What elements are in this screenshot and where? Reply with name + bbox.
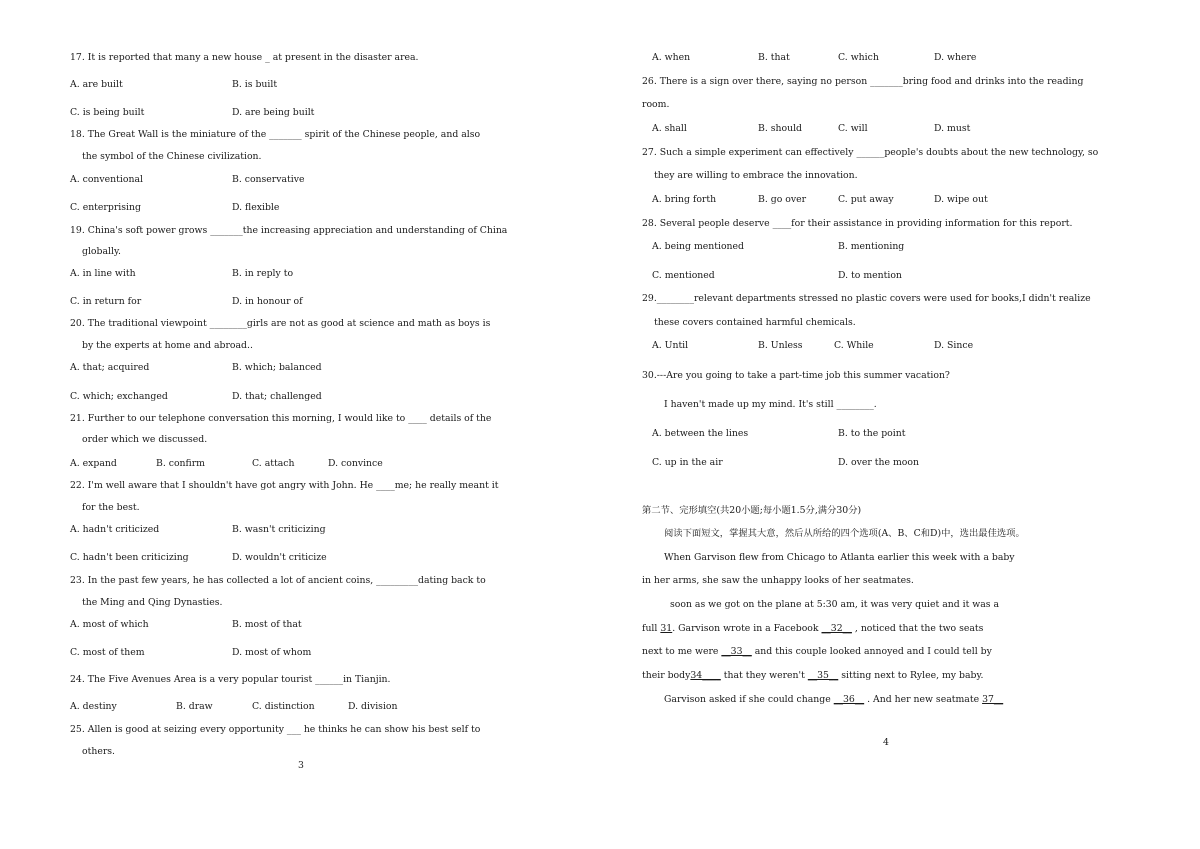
q28-option-d: D. to mention [838, 270, 902, 281]
q26-option-c: C. will [838, 123, 868, 134]
question-21-stem-cont: order which we discussed. [82, 434, 208, 445]
question-30-stem-cont: I haven't made up my mind. It's still ________. [664, 399, 877, 410]
q17-option-b: B. is built [232, 79, 278, 90]
q30-option-c: C. up in the air [652, 457, 723, 468]
q19-option-a: A. in line with [70, 268, 136, 279]
q20-option-c: C. which; exchanged [70, 391, 168, 402]
q27-option-d: D. wipe out [934, 194, 988, 205]
question-26-stem-cont: room. [642, 99, 670, 110]
q25-option-b: B. that [758, 52, 790, 63]
q24-option-b: B. draw [176, 701, 213, 712]
q20-option-a: A. that; acquired [70, 362, 150, 373]
question-22-stem-cont: for the best. [82, 502, 140, 513]
q30-option-d: D. over the moon [838, 457, 919, 468]
q19-option-d: D. in honour of [232, 296, 303, 307]
q30-option-b: B. to the point [838, 428, 906, 439]
q17-option-c: C. is being built [70, 107, 145, 118]
question-30-stem: 30.---Are you going to take a part-time job this summer vacation? [642, 370, 950, 381]
q21-option-c: C. attach [252, 458, 295, 469]
blank-34: 34____ [690, 670, 721, 681]
q29-option-b: B. Unless [758, 340, 803, 351]
passage-text: and this couple looked annoyed and I could tell by [754, 646, 992, 657]
q28-option-b: B. mentioning [838, 241, 905, 252]
blank-31: 31 [660, 623, 673, 634]
blank-35: __35__ [807, 670, 839, 681]
q19-option-b: B. in reply to [232, 268, 294, 279]
question-29-stem-cont: these covers contained harmful chemicals. [654, 317, 856, 328]
q18-option-c: C. enterprising [70, 202, 141, 213]
question-27-stem-cont: they are willing to embrace the innovation. [654, 170, 858, 181]
q28-option-c: C. mentioned [652, 270, 715, 281]
passage-text: their body [642, 670, 691, 681]
q26-option-b: B. should [758, 123, 803, 134]
section-heading: 第二节、完形填空(共20小题;每小题1.5分,满分30分) [642, 505, 862, 516]
question-22-stem: 22. I'm well aware that I shouldn't have got angry with John. He ____me; he really meant it [70, 480, 499, 491]
passage-text: . Garvison wrote in a Facebook [672, 623, 819, 634]
passage-line [642, 670, 983, 682]
q22-option-a: A. hadn't criticized [70, 524, 160, 535]
q21-option-d: D. convince [328, 458, 383, 469]
question-29-stem: 29.________relevant departments stressed no plastic covers were used for books,I didn't realize [642, 293, 1091, 304]
question-18-stem-cont: the symbol of the Chinese civilization. [82, 151, 262, 162]
question-20-stem: 20. The traditional viewpoint ________girls are not as good at science and math as boys is [70, 318, 491, 329]
question-19-stem: 19. China's soft power grows _______the increasing appreciation and understanding of China [70, 225, 508, 236]
q29-option-c: C. While [834, 340, 874, 351]
question-28-stem: 28. Several people deserve ____for their assistance in providing information for this report. [642, 218, 1073, 229]
section-instruction: 阅读下面短文，掌握其大意，然后从所给的四个选项(A、B、C和D)中，选出最佳选项。 [664, 528, 1025, 539]
question-23-stem: 23. In the past few years, he has collected a lot of ancient coins, _________dating back to [70, 575, 486, 586]
q28-option-a: A. being mentioned [652, 241, 744, 252]
q24-option-c: C. distinction [252, 701, 315, 712]
question-18-stem: 18. The Great Wall is the miniature of the _______ spirit of the Chinese people, and also [70, 129, 481, 140]
q20-option-b: B. which; balanced [232, 362, 322, 373]
q18-option-b: B. conservative [232, 174, 305, 185]
passage-text: Garvison asked if she could change [664, 694, 831, 705]
passage-text: next to me were [642, 646, 719, 657]
blank-37: 37__ [982, 694, 1004, 705]
q29-option-d: D. Since [934, 340, 974, 351]
question-25-stem-cont: others. [82, 746, 115, 757]
q23-option-a: A. most of which [70, 619, 149, 630]
question-17-stem: 17. It is reported that many a new house _ at present in the disaster area. [70, 52, 419, 63]
q21-option-b: B. confirm [156, 458, 205, 469]
q23-option-c: C. most of them [70, 647, 145, 658]
blank-32: __32__ [821, 623, 852, 634]
page-number: 3 [298, 760, 304, 771]
question-24-stem: 24. The Five Avenues Area is a very popular tourist ______in Tianjin. [70, 674, 391, 685]
passage-text: full [642, 623, 658, 634]
question-27-stem: 27. Such a simple experiment can effectively ______people's doubts about the new technology, so [642, 147, 1099, 158]
q24-option-a: A. destiny [70, 701, 117, 712]
q22-option-d: D. wouldn't criticize [232, 552, 327, 563]
q25-option-c: C. which [838, 52, 879, 63]
passage-text: sitting next to Rylee, my baby. [841, 670, 984, 681]
q29-option-a: A. Until [652, 340, 689, 351]
q18-option-d: D. flexible [232, 202, 280, 213]
q30-option-a: A. between the lines [652, 428, 749, 439]
passage-line: When Garvison flew from Chicago to Atlanta earlier this week with a baby [664, 552, 1015, 563]
passage-line [642, 646, 992, 658]
q27-option-b: B. go over [758, 194, 807, 205]
q25-option-d: D. where [934, 52, 977, 63]
q26-option-a: A. shall [652, 123, 687, 134]
q23-option-d: D. most of whom [232, 647, 312, 658]
passage-line: in her arms, she saw the unhappy looks of her seatmates. [642, 575, 914, 586]
question-20-stem-cont: by the experts at home and abroad.. [82, 340, 253, 351]
right-page [600, 0, 1200, 849]
question-21-stem: 21. Further to our telephone conversation this morning, I would like to ____ details of the [70, 413, 492, 424]
q19-option-c: C. in return for [70, 296, 142, 307]
q25-option-a: A. when [652, 52, 691, 63]
q21-option-a: A. expand [70, 458, 117, 469]
blank-33: __33__ [721, 646, 752, 657]
passage-line [642, 623, 983, 635]
passage-line: soon as we got on the plane at 5:30 am, it was very quiet and it was a [670, 599, 1000, 610]
q17-option-d: D. are being built [232, 107, 315, 118]
q20-option-d: D. that; challenged [232, 391, 322, 402]
q18-option-a: A. conventional [70, 174, 143, 185]
page-number: 4 [883, 737, 889, 748]
blank-36: __36__ [833, 694, 865, 705]
question-23-stem-cont: the Ming and Qing Dynasties. [82, 597, 223, 608]
q27-option-a: A. bring forth [652, 194, 717, 205]
question-25-stem: 25. Allen is good at seizing every opportunity ___ he thinks he can show his best self to [70, 724, 481, 735]
q23-option-b: B. most of that [232, 619, 302, 630]
question-19-stem-cont: globally. [82, 246, 121, 257]
passage-text: . And her new seatmate [867, 694, 980, 705]
passage-line [664, 694, 1003, 706]
q26-option-d: D. must [934, 123, 971, 134]
passage-text: that they weren't [723, 670, 805, 681]
q24-option-d: D. division [348, 701, 398, 712]
question-26-stem: 26. There is a sign over there, saying no person _______bring food and drinks into the reading [642, 76, 1084, 87]
q27-option-c: C. put away [838, 194, 894, 205]
q17-option-a: A. are built [70, 79, 123, 90]
passage-text: , noticed that the two seats [854, 623, 984, 634]
q22-option-c: C. hadn't been criticizing [70, 552, 189, 563]
q22-option-b: B. wasn't criticizing [232, 524, 326, 535]
